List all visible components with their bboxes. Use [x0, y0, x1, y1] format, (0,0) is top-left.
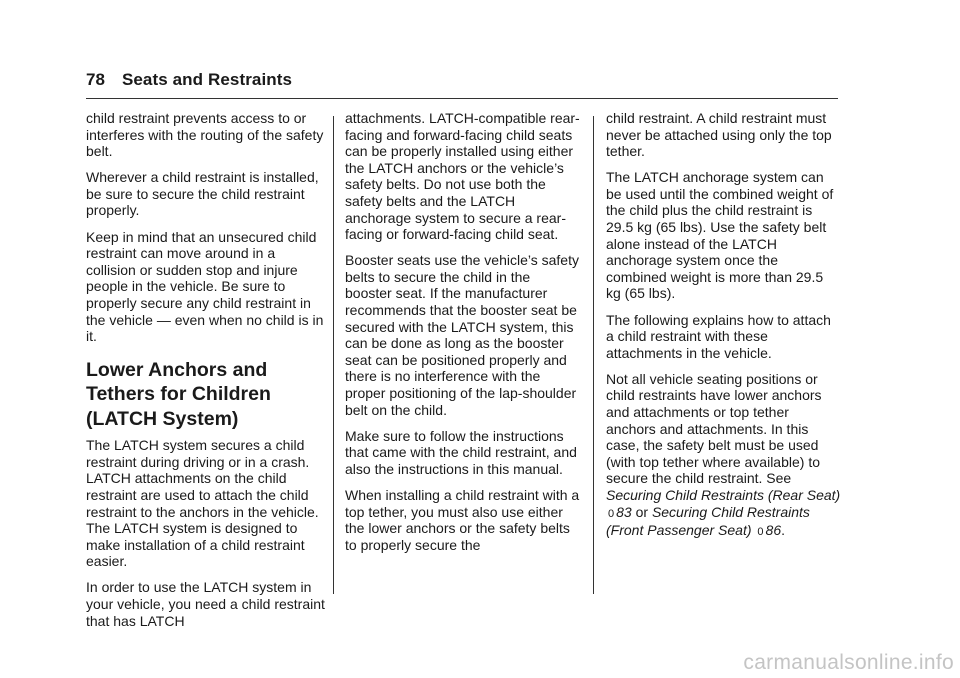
page-reference-icon: 0 [757, 526, 764, 539]
paragraph: In order to use the LATCH system in your vehicle, you need a child restraint that has LATCH [86, 579, 325, 629]
paragraph-with-references [606, 371, 841, 541]
cross-reference-link[interactable]: Securing Child Restraints (Rear Seat) [606, 486, 841, 503]
page-header [86, 70, 292, 90]
paragraph: Keep in mind that an unsecured child restraint can move around in a collision or sudden stop and injure people in the vehicle. Be sure to properly secure any child restraint in the vehicle — even when no child is in it. [86, 228, 324, 345]
paragraph: attachments. LATCH-compatible rear-facing and forward-facing child seats can be properly installed using either the LATCH anchors or the vehicle’s safety belts. Do not use both the safety belts and the LATCH anchorage system to secure a rear-facing or forward-facing child seat. [345, 110, 580, 243]
watermark: carmanualsonline.info [743, 651, 954, 674]
paragraph: child restraint prevents access to or interferes with the routing of the safety belt. [86, 110, 324, 160]
paragraph: The LATCH anchorage system can be used until the combined weight of the child plus the child restraint is 29.5 kg (65 lbs). Use the safety belt alone instead of the LATCH anchorage system once the combined weight is more than 29.5 kg (65 lbs). [606, 169, 834, 302]
page-reference-number[interactable]: 86 [765, 522, 782, 539]
paragraph-text: Not all vehicle seating positions or child restraints have lower anchors and attachments or top tether anchors and attachments. In this case, the safety belt must be used (with top tether where available) to secure the child restraint. See [606, 370, 822, 487]
column-divider [593, 116, 594, 594]
end-punctuation: . [781, 522, 785, 539]
paragraph: Make sure to follow the instructions that came with the child restraint, and also the instructions in this manual. [345, 427, 577, 477]
page-number: 78 [86, 70, 106, 89]
paragraph: When installing a child restraint with a top tether, you must also use either the lower anchors or the safety belts to properly secure the [345, 486, 580, 553]
paragraph: Wherever a child restraint is installed, be sure to secure the child restraint properly. [86, 169, 319, 219]
section-heading: Lower Anchors and Tethers for Children (LATCH System) [86, 358, 271, 430]
column-1 [86, 110, 326, 639]
column-2 [345, 110, 580, 563]
page-reference-number[interactable]: 83 [616, 503, 632, 520]
paragraph: Booster seats use the vehicle’s safety belts to secure the child in the booster seat. If the manufacturer recommends that the booster seat be secured with the LATCH system, this can be done as long as the booster seat can be positioned properly and there is no interference with the proper positioning of the lap-shoulder belt on the child. [345, 252, 579, 418]
column-3 [606, 110, 841, 550]
section-title: Seats and Restraints [121, 70, 293, 89]
column-divider [333, 116, 334, 594]
paragraph: child restraint. A child restraint must never be attached using only the top tether. [606, 110, 832, 160]
paragraph: The following explains how to attach a child restraint with these attachments in the vehicle. [606, 311, 831, 361]
header-rule [86, 98, 838, 99]
page-reference-icon: 0 [608, 507, 615, 520]
reference-joiner: or [635, 503, 649, 520]
cross-reference-link[interactable]: Securing Child Restraints (Front Passenger Seat) [606, 503, 810, 539]
paragraph: The LATCH system secures a child restraint during driving or in a crash. LATCH attachments on the child restraint are used to attach the child restraint to the anchors in the vehicle. The LATCH system is designed to make installation of a child restraint easier. [86, 437, 319, 570]
